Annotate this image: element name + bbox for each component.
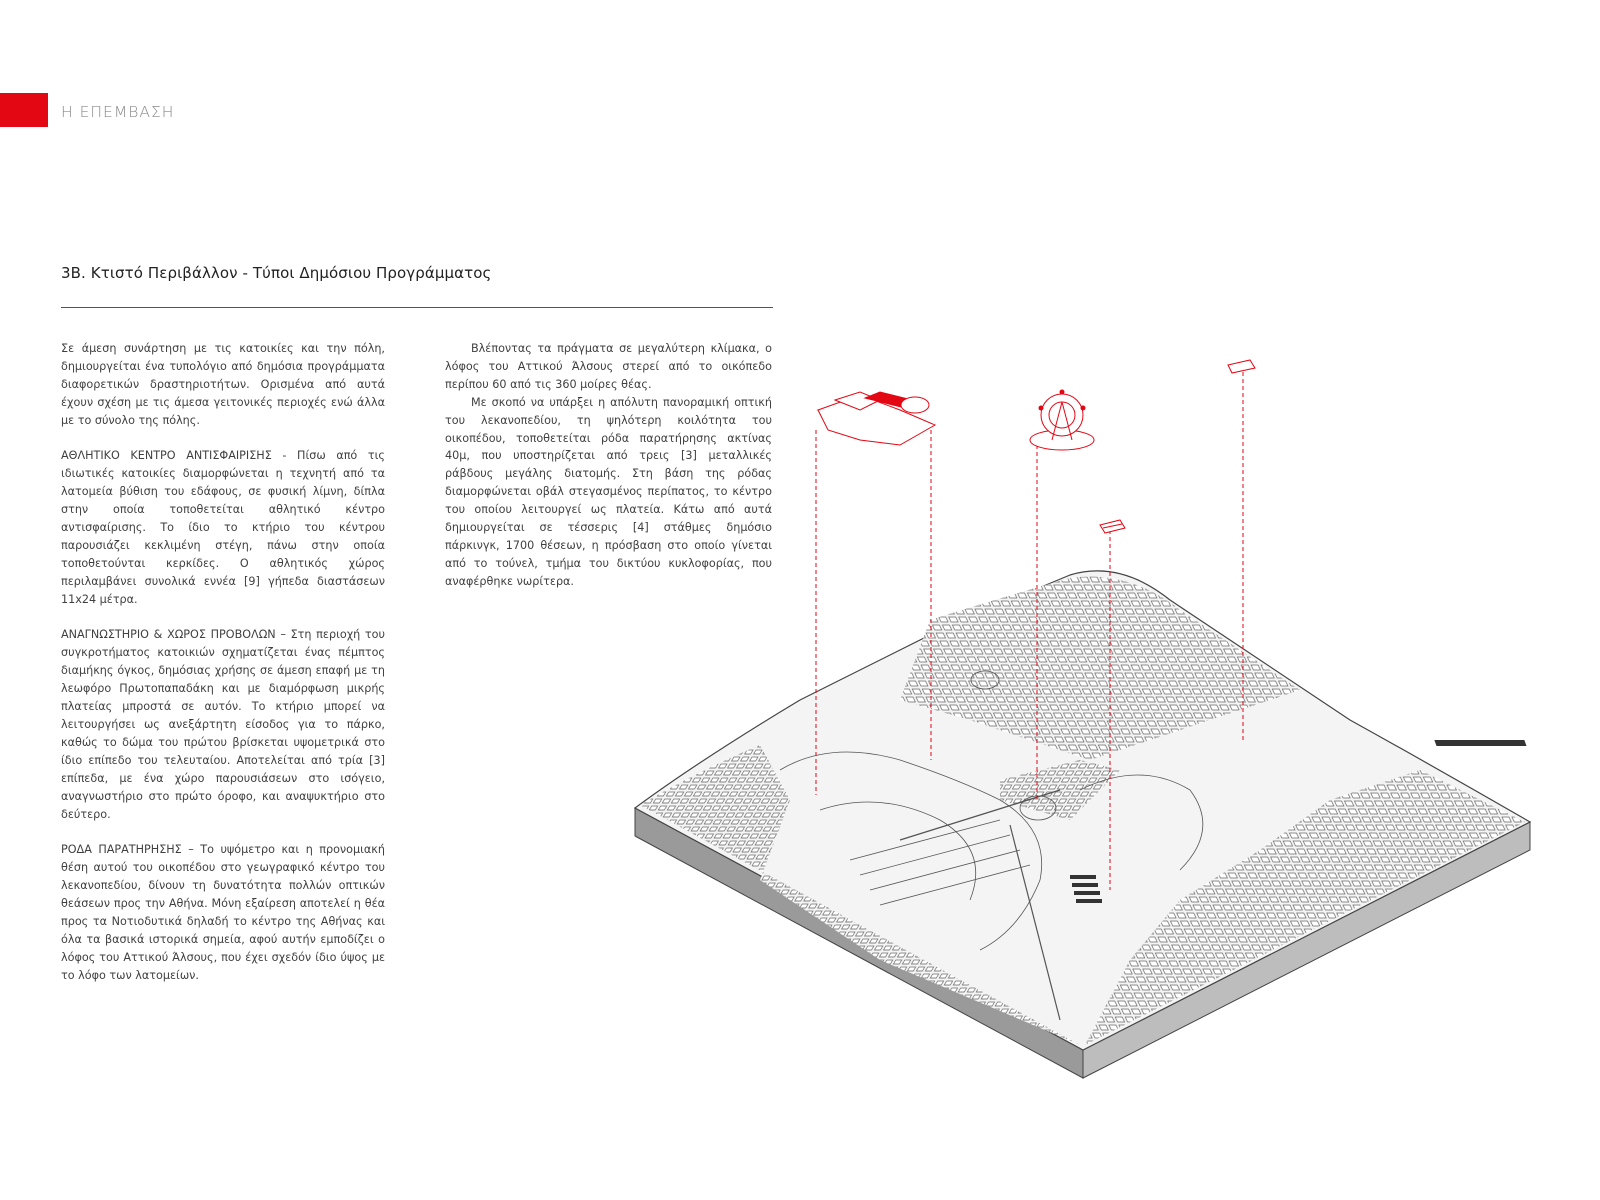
- reading-room-model: [1100, 520, 1125, 533]
- section-label: Η ΕΠΕΜΒΑΣΗ: [61, 103, 175, 121]
- ferris-wheel-model: [1030, 390, 1094, 450]
- ferris-wheel-paragraph: ΡΟΔΑ ΠΑΡΑΤΗΡΗΣΗΣ – Το υψόμετρο και η προνομιακή θέση αυτού του οικοπέδου στο γεωγραφικό κέντρο του λεκανοπεδίου, δίνουν τη δυνατότητα πολλών οπτικών θεάσεων προς την Αθήνα. Μόνη εξαίρεση αποτελεί η θέα προς τα Νοτιοδυτικά δηλαδή το κέντρο της Αθήνας και όλα τα βασικά ιστορικά σημεία, αφού αυτήν εμποδίζει ο λόφος του Αττικού Άλσους, που έχει σχεδόν ίδιο ύψος με το λόφο των λατομείων.: [61, 843, 385, 982]
- page-title: 3Β. Κτιστό Περιβάλλον - Τύποι Δημόσιου Προγράμματος: [61, 264, 492, 282]
- section-accent-tab: [0, 93, 48, 127]
- tennis-center-model: [818, 392, 935, 445]
- reading-room-paragraph: ΑΝΑΓΝΩΣΤΗΡΙΟ & ΧΩΡΟΣ ΠΡΟΒΟΛΩΝ – Στη περιοχή του συγκροτήματος κατοικιών σχηματίζεται ένας πέμπτος διαμήκης όγκος, δημόσιας χρήσης σε άμεση επαφή με τη λεωφόρο Πρωτοπαπαδάκη και με διαμόρφωση μικρής πλατείας μπροστά σε αυτόν. Το κτήριο μπορεί να λειτουργήσει ως ανεξάρτητη είσοδος για το πάρκο, καθώς το δώμα του πρώτου βρίσκεται υψομετρικά στο ίδιο επίπεδο του τελευταίου. Αποτελείται από τρία [3] επίπεδα, με ένα χώρο παρουσιάσεων στο ισόγειο, αναγνωστήριο στο πρώτο όροφο, και αναψυκτήριο στο δεύτερο.: [61, 628, 385, 821]
- tennis-center-paragraph: ΑΘΛΗΤΙΚΟ ΚΕΝΤΡΟ ΑΝΤΙΣΦΑΙΡΙΣΗΣ - Πίσω από τις ιδιωτικές κατοικίες διαμορφώνεται η τεχνητή από τα λατομεία βύθιση του εδάφους, σε φυσική λίμνη, δίπλα στην οποία τοποθετείται αθλητικό κέντρο αντισφαίρισης. Το ίδιο το κτήριο του κέντρου παρουσιάζει κεκλιμένη στέγη, πάνω στην οποία τοποθετούνται κερκίδες. Ο αθλητικός χώρος περιλαμβάνει συνολικά εννέα [9] γήπεδα διαστάσεων 11x24 μέτρα.: [61, 449, 385, 606]
- left-text-column: [61, 340, 385, 1002]
- panorama-paragraph: Με σκοπό να υπάρξει η απόλυτη πανοραμική οπτική του λεκανοπεδίου, τη ψηλότερη κοιλότητα του οικοπέδου, τοποθετείται ρόδα παρατήρησης ακτίνας 40μ, που υποστηρίζεται από τρεις [3] μεταλλικές ράβδους μεγάλης διατομής. Στη βάση της ρόδας διαμορφώνεται οβάλ στεγασμένος περίπατος, το κέντρο του οποίου λειτουργεί ως πλατεία. Κάτω από αυτά δημιουργείται σε τέσσερις [4] στάθμες δημόσιο πάρκινγκ, 1700 θέσεων, η πρόσβαση στο οποίο γίνεται από το τούνελ, τμήμα του δικτύου κυκλοφορίας, που αναφέρθηκε νωρίτερα.: [445, 395, 772, 588]
- small-pavilion-model: [1228, 360, 1255, 373]
- title-divider: [61, 307, 773, 308]
- view-paragraph: Βλέποντας τα πράγματα σε μεγαλύτερη κλίμακα, ο λόφος του Αττικού Άλσους στερεί από το οικόπεδο περίπου 60 από τις 360 μοίρες θέας.: [445, 342, 772, 391]
- axonometric-site-diagram: [620, 355, 1600, 1085]
- intro-paragraph: Σε άμεση συνάρτηση με τις κατοικίες και την πόλη, δημιουργείται ένα τυπολόγιο από δημόσια προγράμματα διαφορετικών δραστηριοτήτων. Ορισμένα από αυτά έχουν σχέση με τις άμεσα γειτονικές περιοχές ενώ άλλα με το σύνολο της πόλης.: [61, 342, 385, 427]
